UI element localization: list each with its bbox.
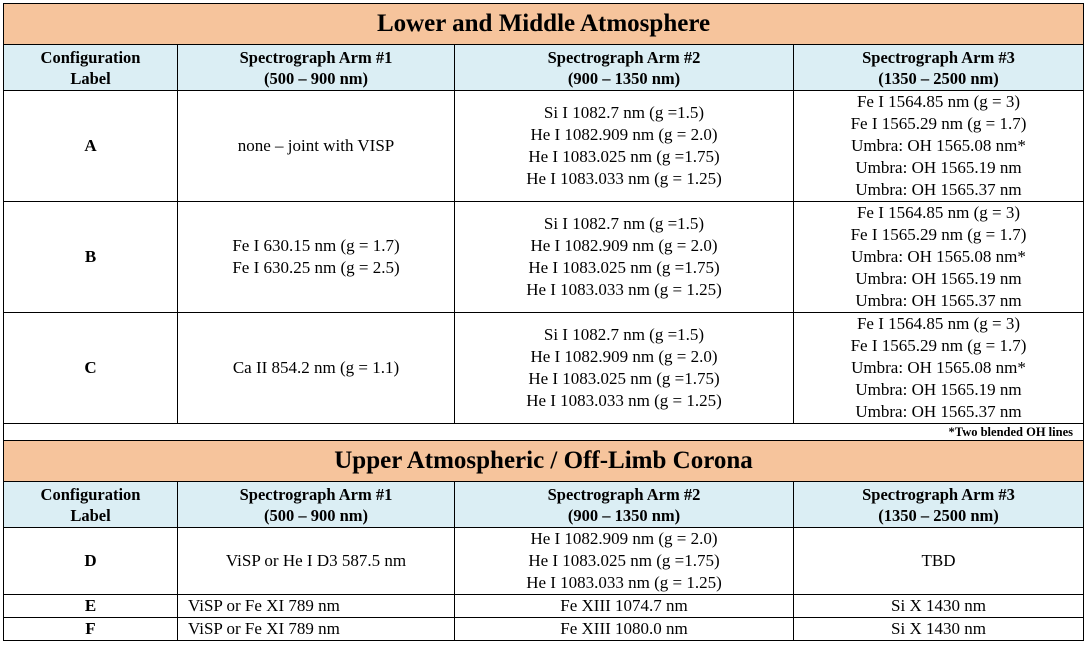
header-text: Label xyxy=(70,505,111,525)
line-text: Umbra: OH 1565.08 nm* xyxy=(851,358,1026,377)
line-text: Si I 1082.7 nm (g =1.5) xyxy=(543,214,705,233)
line-text: He I 1083.033 nm (g = 1.25) xyxy=(526,169,722,188)
footnote: *Two blended OH lines xyxy=(4,424,1084,441)
header-text: (500 – 900 nm) xyxy=(263,505,369,525)
line-text: Umbra: OH 1565.19 nm xyxy=(855,269,1022,288)
header-arm3 xyxy=(794,482,1084,528)
header-row-upper xyxy=(4,482,1084,528)
header-text: Spectrograph Arm #1 xyxy=(239,484,393,504)
arm3-cell xyxy=(794,528,1084,595)
arm3-cell xyxy=(794,313,1084,424)
arm2-cell xyxy=(455,202,794,313)
header-text: Spectrograph Arm #1 xyxy=(239,47,393,67)
arm2-cell xyxy=(455,528,794,595)
line-text: He I 1082.909 nm (g = 2.0) xyxy=(530,529,718,548)
arm1-cell xyxy=(178,202,455,313)
header-text: (500 – 900 nm) xyxy=(263,68,369,88)
line-text: Ca II 854.2 nm (g = 1.1) xyxy=(232,358,400,377)
arm3-cell: Si X 1430 nm xyxy=(794,618,1084,641)
header-text: (1350 – 2500 nm) xyxy=(878,68,999,88)
header-row-lower xyxy=(4,45,1084,91)
header-text: (900 – 1350 nm) xyxy=(567,68,681,88)
config-label: E xyxy=(4,595,178,618)
arm3-cell xyxy=(794,202,1084,313)
arm1-cell xyxy=(178,91,455,202)
table-row-b xyxy=(4,202,1084,313)
arm2-cell xyxy=(455,91,794,202)
line-text: He I 1083.033 nm (g = 1.25) xyxy=(526,391,722,410)
line-text: He I 1082.909 nm (g = 2.0) xyxy=(530,236,718,255)
arm3-cell: Si X 1430 nm xyxy=(794,595,1084,618)
arm2-cell: Fe XIII 1074.7 nm xyxy=(455,595,794,618)
line-text: ViSP or He I D3 587.5 nm xyxy=(225,551,407,570)
header-text: Configuration xyxy=(40,484,141,504)
section-title-upper: Upper Atmospheric / Off-Limb Corona xyxy=(4,441,1084,482)
line-text: He I 1083.033 nm (g = 1.25) xyxy=(526,280,722,299)
table-row-f xyxy=(4,618,1084,641)
line-text: Fe I 1565.29 nm (g = 1.7) xyxy=(850,336,1027,355)
line-text: Umbra: OH 1565.19 nm xyxy=(855,380,1022,399)
header-arm2 xyxy=(455,482,794,528)
table-row-a xyxy=(4,91,1084,202)
header-config-label xyxy=(4,482,178,528)
line-text: Fe I 1564.85 nm (g = 3) xyxy=(856,314,1021,333)
config-label: A xyxy=(4,91,178,202)
header-text: (1350 – 2500 nm) xyxy=(878,505,999,525)
line-text: Umbra: OH 1565.08 nm* xyxy=(851,247,1026,266)
config-label: D xyxy=(4,528,178,595)
configuration-table xyxy=(3,3,1084,641)
line-text: Umbra: OH 1565.19 nm xyxy=(855,158,1022,177)
header-arm3 xyxy=(794,45,1084,91)
line-text: He I 1083.025 nm (g =1.75) xyxy=(528,551,720,570)
line-text: Umbra: OH 1565.37 nm xyxy=(855,402,1022,421)
line-text: TBD xyxy=(921,551,956,570)
arm2-cell: Fe XIII 1080.0 nm xyxy=(455,618,794,641)
config-label: C xyxy=(4,313,178,424)
line-text: Fe I 1564.85 nm (g = 3) xyxy=(856,92,1021,111)
line-text: Fe I 1565.29 nm (g = 1.7) xyxy=(850,225,1027,244)
header-arm1 xyxy=(178,482,455,528)
header-arm1 xyxy=(178,45,455,91)
line-text: none – joint with VISP xyxy=(237,136,395,155)
table-row-c xyxy=(4,313,1084,424)
line-text: Umbra: OH 1565.37 nm xyxy=(855,291,1022,310)
line-text: He I 1083.033 nm (g = 1.25) xyxy=(526,573,722,592)
arm2-cell xyxy=(455,313,794,424)
arm1-cell: ViSP or Fe XI 789 nm xyxy=(178,618,455,641)
line-text: Fe I 1565.29 nm (g = 1.7) xyxy=(850,114,1027,133)
arm1-cell xyxy=(178,528,455,595)
header-arm2 xyxy=(455,45,794,91)
line-text: Umbra: OH 1565.08 nm* xyxy=(851,136,1026,155)
header-text: Spectrograph Arm #3 xyxy=(862,47,1015,67)
line-text: He I 1083.025 nm (g =1.75) xyxy=(528,369,720,388)
config-label: B xyxy=(4,202,178,313)
arm3-cell xyxy=(794,91,1084,202)
arm1-cell: ViSP or Fe XI 789 nm xyxy=(178,595,455,618)
header-text: Configuration xyxy=(40,47,141,67)
header-text: Spectrograph Arm #2 xyxy=(547,47,701,67)
line-text: He I 1083.025 nm (g =1.75) xyxy=(528,147,720,166)
section-title-lower: Lower and Middle Atmosphere xyxy=(4,4,1084,45)
line-text: Fe I 630.15 nm (g = 1.7) xyxy=(232,236,400,255)
line-text: Si I 1082.7 nm (g =1.5) xyxy=(543,103,705,122)
header-text: Label xyxy=(70,68,111,88)
line-text: Umbra: OH 1565.37 nm xyxy=(855,180,1022,199)
table-row-e xyxy=(4,595,1084,618)
line-text: Fe I 630.25 nm (g = 2.5) xyxy=(232,258,400,277)
line-text: He I 1082.909 nm (g = 2.0) xyxy=(530,347,718,366)
config-label: F xyxy=(4,618,178,641)
line-text: He I 1082.909 nm (g = 2.0) xyxy=(530,125,718,144)
header-text: (900 – 1350 nm) xyxy=(567,505,681,525)
header-config-label xyxy=(4,45,178,91)
header-text: Spectrograph Arm #3 xyxy=(862,484,1015,504)
header-text: Spectrograph Arm #2 xyxy=(547,484,701,504)
line-text: Si I 1082.7 nm (g =1.5) xyxy=(543,325,705,344)
line-text: He I 1083.025 nm (g =1.75) xyxy=(528,258,720,277)
arm1-cell xyxy=(178,313,455,424)
line-text: Fe I 1564.85 nm (g = 3) xyxy=(856,203,1021,222)
table-row-d xyxy=(4,528,1084,595)
